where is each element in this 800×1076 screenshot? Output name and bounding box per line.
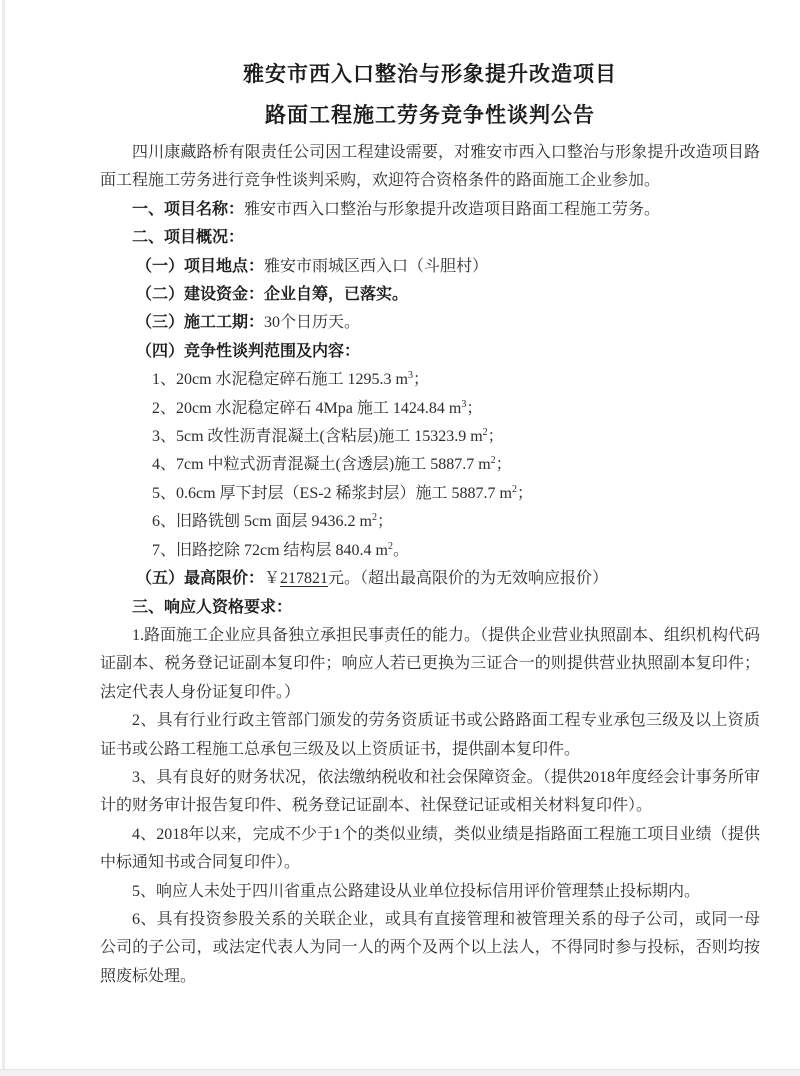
scope-item-1-text: 1、20cm 水泥稳定碎石施工 1295.3 m: [152, 371, 408, 389]
document-title-line2: 路面工程施工劳务竞争性谈判公告: [265, 103, 595, 127]
scope-item-2: 2、20cm 水泥稳定碎石 4Mpa 施工 1424.84 m3；: [152, 398, 483, 417]
intro-paragraph: 四川康藏路桥有限责任公司因工程建设需要，对雅安市西入口整治与形象提升改造项目路面工程施工劳务进行竞争性谈判采购，欢迎符合资格条件的路面施工企业参加。: [100, 144, 760, 190]
scope-item-6-text: 6、旧路铣刨 5cm 面层 9436.2 m: [152, 513, 372, 531]
requirement-6: 6、具有投资参股关系的关联企业，或具有直接管理和被管理关系的母子公司，或同一母公司的子公司，或法定代表人为同一人的两个及两个以上法人，不得同时参与投标，否则均按照废标处理。: [100, 910, 760, 985]
overview-item-funding: [100, 281, 760, 309]
section-project-name-label: 一、项目名称：: [132, 200, 245, 218]
max-price-line: [100, 565, 760, 593]
max-price-amount: 217821: [280, 570, 329, 588]
section-project-name: [100, 196, 760, 224]
scope-item-6-punct: ；: [377, 513, 394, 531]
scope-item-5: 5、0.6cm 厚下封层（ES-2 稀浆封层）施工 5887.7 m2；: [152, 483, 534, 502]
page-bottom-edge: [0, 1069, 800, 1076]
scope-item-7-text: 7、旧路挖除 72cm 结构层 840.4 m: [152, 541, 388, 559]
overview-item-location-value: 雅安市雨城区西入口（斗胆村）: [264, 257, 489, 275]
section-qualification: [100, 594, 760, 622]
section-qualification-label: 三、响应人资格要求：: [132, 598, 293, 616]
scope-item-4-text: 4、7cm 中粒式沥青混凝土(含透层)施工 5887.7 m: [152, 456, 491, 474]
scope-item-5-text: 5、0.6cm 厚下封层（ES-2 稀浆封层）施工 5887.7 m: [152, 484, 512, 502]
overview-item-location: [100, 253, 760, 281]
max-price-label: （五）最高限价：: [136, 570, 265, 588]
scope-item-1-punct: ；: [413, 371, 430, 389]
scope-item-5-punct: ；: [517, 484, 534, 502]
section-project-overview-label: 二、项目概况：: [132, 229, 245, 247]
requirement-3: 3、具有良好的财务状况，依法缴纳税收和社会保障资金。（提供2018年度经会计事务所审计的财务审计报告复印件、税务登记证副本、社保登记证或相关材料复印件）。: [100, 768, 760, 815]
max-price-suffix: 元。（超出最高限价的为无效响应报价）: [328, 570, 609, 588]
notice-document: [100, 54, 760, 991]
scope-item-6: 6、旧路铣刨 5cm 面层 9436.2 m2；: [152, 512, 394, 531]
overview-item-funding-label: （二）建设资金：: [136, 286, 265, 304]
page-left-edge: [2, 0, 5, 1076]
scope-item-3-text: 3、5cm 改性沥青混凝土(含粘层)施工 15323.9 m: [152, 428, 483, 446]
section-project-overview: [100, 224, 760, 252]
scope-item-2-punct: ；: [466, 399, 483, 417]
overview-item-scope-heading-label: （四）竞争性谈判范围及内容：: [136, 342, 361, 360]
requirement-5: 5、响应人未处于四川省重点公路建设从业单位投标信用评价管理禁止投标期内。: [132, 882, 701, 900]
section-project-name-text: 雅安市西入口整治与形象提升改造项目路面工程施工劳务。: [244, 200, 661, 218]
scope-item-4: 4、7cm 中粒式沥青混凝土(含透层)施工 5887.7 m2；: [152, 455, 512, 474]
requirement-2: 2、具有行业行政主管部门颁发的劳务资质证书或公路路面工程专业承包三级及以上资质证书或公路工程施工总承包三级及以上资质证书，提供副本复印件。: [100, 712, 760, 758]
overview-item-duration: [100, 309, 760, 337]
scope-item-1: 1、20cm 水泥稳定碎石施工 1295.3 m3；: [152, 370, 430, 389]
document-title: [100, 54, 760, 136]
scope-item-3: 3、5cm 改性沥青混凝土(含粘层)施工 15323.9 m2；: [152, 427, 504, 446]
overview-item-scope-heading: [100, 338, 760, 366]
requirement-4: 4、2018年以来，完成不少于1个的类似业绩，类似业绩是指路面工程施工项目业绩（提供中标通知书或合同复印件）。: [100, 825, 760, 872]
requirement-1: 1.路面施工企业应具备独立承担民事责任的能力。（提供企业营业执照副本、组织机构代码证副本、税务登记证副本复印件；响应人若已更换为三证合一的则提供营业执照副本复印件；法定代表人身份证复印件。）: [100, 626, 761, 701]
overview-item-duration-value: 30个日历天。: [264, 314, 361, 332]
scope-item-3-punct: ；: [487, 428, 504, 446]
scope-item-2-text: 2、20cm 水泥稳定碎石 4Mpa 施工 1424.84 m: [152, 399, 462, 417]
scope-item-7: 7、旧路挖除 72cm 结构层 840.4 m2。: [152, 540, 410, 559]
scope-item-4-punct: ；: [495, 456, 512, 474]
overview-item-duration-label: （三）施工工期：: [136, 314, 265, 332]
currency-symbol: ￥: [264, 570, 281, 588]
overview-item-funding-value: 企业自筹，已落实。: [264, 286, 409, 304]
document-body: [100, 139, 760, 991]
overview-item-location-label: （一）项目地点：: [136, 257, 265, 275]
document-title-line1: 雅安市西入口整治与形象提升改造项目: [243, 62, 617, 86]
scope-item-7-punct: 。: [393, 541, 410, 559]
